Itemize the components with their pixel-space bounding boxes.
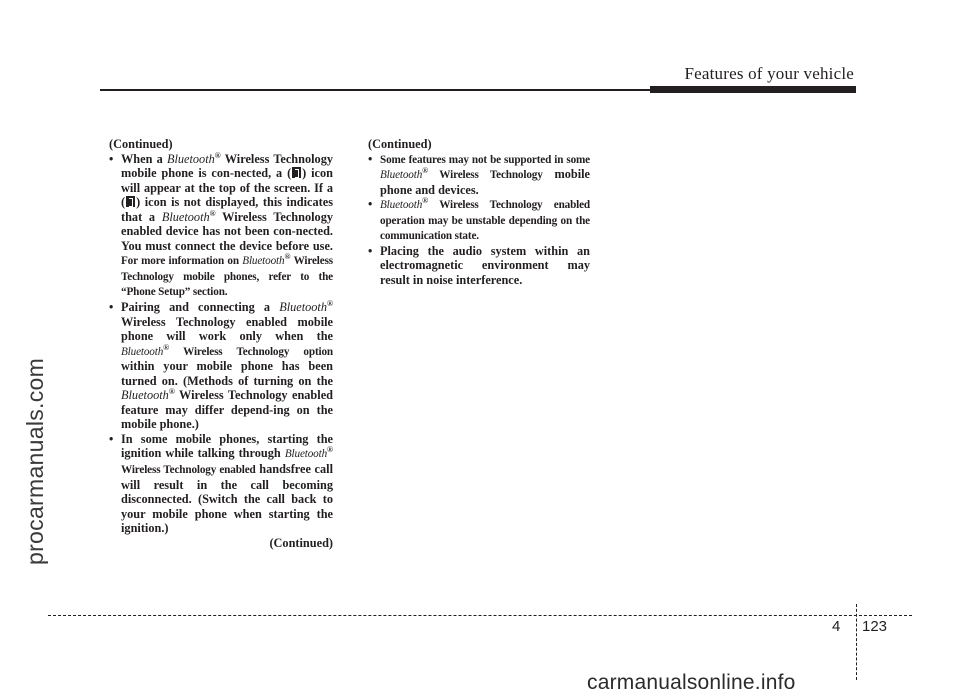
bullet-item-ignition: • In some mobile phones, starting the ignition while talking through Bluetooth® Wireless Technology enabled handsfree call will result in the call becoming disconnected. (Switch the call back to your mobile phone when starting the ignition.): [109, 431, 333, 536]
header-rule: [100, 89, 650, 91]
continued-label: (Continued): [269, 535, 333, 550]
footer-dashed-rule: [48, 615, 912, 616]
bullet-mark: •: [368, 197, 373, 212]
bullet-mark: •: [368, 243, 373, 258]
bluetooth-phone-icon: [126, 196, 135, 207]
bullet-item-unstable-operation: • Bluetooth® Wireless Technology enabled operation may be unstable depending on the communication state.: [368, 196, 590, 243]
bullet-mark: •: [109, 431, 114, 446]
bullet-mark: •: [109, 151, 114, 166]
header-bar: [650, 86, 856, 93]
continued-label: (Continued): [109, 137, 173, 151]
bullet-item-features-support: • Some features may not be supported in some Bluetooth® Wireless Technology mobile phone and devices.: [368, 151, 590, 197]
watermark-bottom: carmanualsonline.info: [587, 671, 796, 694]
left-column: [109, 137, 333, 550]
bullet-item-noise-interference: • Placing the audio system within an electromagnetic environment may result in noise interference.: [368, 243, 590, 287]
footer-dashed-divider: [856, 604, 857, 680]
bullet-item-connection-icon: • When a Bluetooth® Wireless Technology mobile phone is con-nected, a ( ) icon will appear at the top of the screen. If a ( ) icon is not displayed, this indicates that a Bluetooth® Wireless Technology enabled device has not been con-nected. You must connect the device before use. For more information on Bluetooth® Wireless Technology mobile phones, refer to the “Phone Setup” section.: [109, 150, 333, 299]
page-header-title: Features of your vehicle: [684, 64, 854, 83]
watermark-left: procarmanuals.com: [22, 357, 48, 565]
bullet-mark: •: [109, 300, 114, 315]
bluetooth-phone-icon: [292, 167, 301, 178]
page-number: 123: [862, 618, 888, 635]
right-column: [368, 137, 590, 287]
continued-label: (Continued): [368, 137, 432, 151]
bullet-mark: •: [368, 151, 373, 166]
bullet-item-pairing: • Pairing and connecting a Bluetooth® Wireless Technology enabled mobile phone will work only when the Bluetooth® Wireless Technology option within your mobile phone has been turned on. (Methods of turning on the Bluetooth® Wireless Technology enabled feature may differ depend-ing on the mobile phone.): [109, 299, 333, 432]
chapter-number: 4: [832, 618, 841, 635]
